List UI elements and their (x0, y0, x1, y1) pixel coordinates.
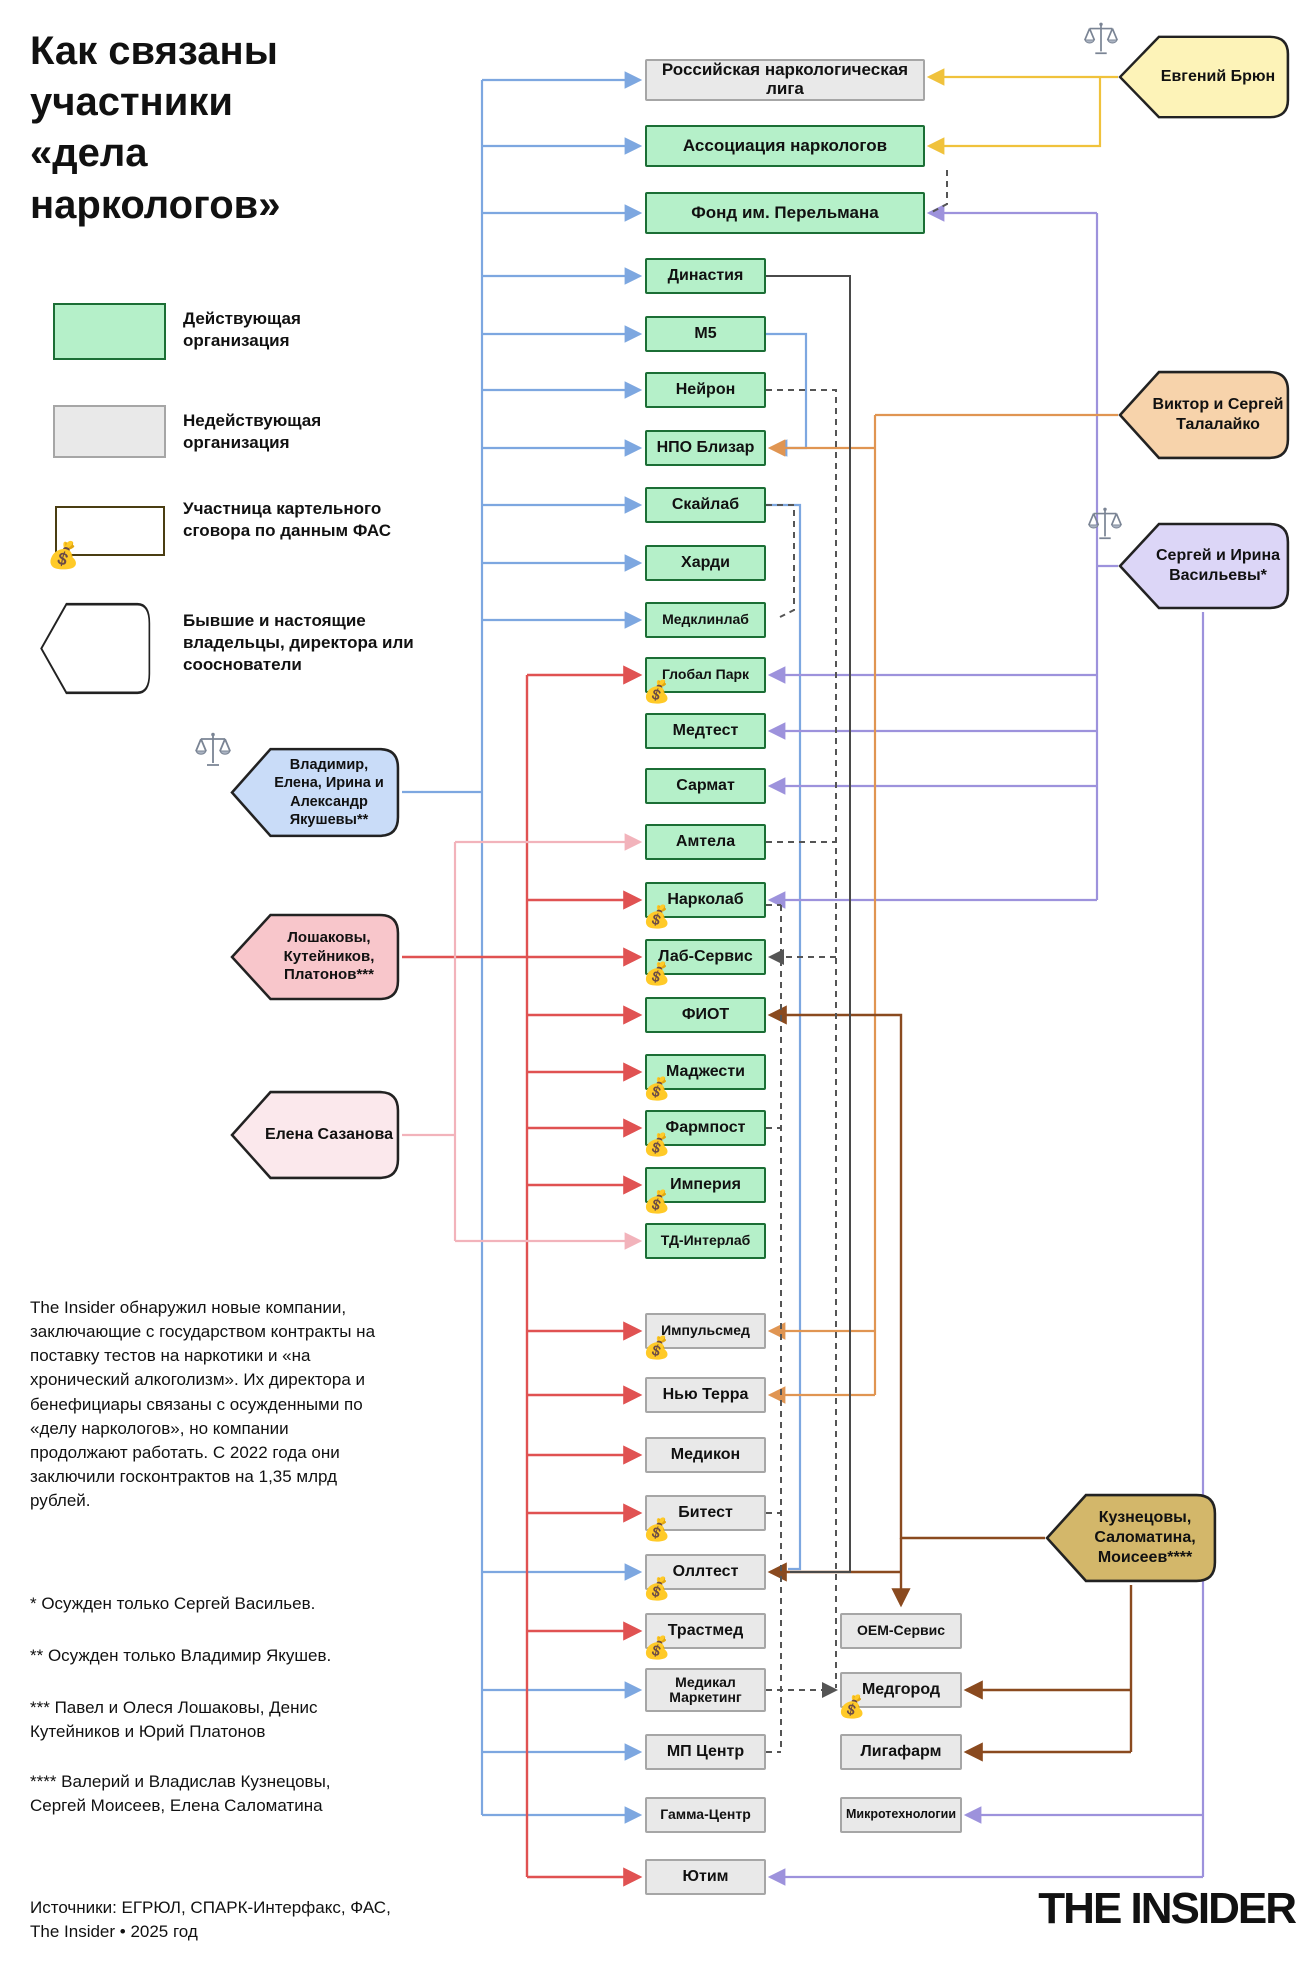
scales-icon (1082, 18, 1120, 60)
person-talalaiko-label: Виктор и Сергей Талалайко (1152, 396, 1284, 433)
legend-cartel-swatch (47, 506, 165, 570)
org-madzhesti: Маджести 💰 (645, 1054, 766, 1090)
legend-cartel-label: Участница картельного сговора по данным ФАС (183, 499, 392, 541)
org-mikroteh: Микротехнологии (840, 1797, 962, 1833)
money-bag-icon: 💰 (643, 961, 671, 986)
legend-active-label: Действующая организация (183, 309, 301, 351)
person-sazanova-label: Елена Сазанова (265, 1126, 393, 1143)
org-bitest: Битест 💰 (645, 1495, 766, 1531)
person-vasilyevy (1118, 520, 1292, 612)
legend-inactive-swatch (53, 405, 166, 458)
legend-owner-label: Бывшие и настоящие владельцы, директора или сооснователи (183, 611, 414, 675)
the-insider-logo: THE INSIDER (1038, 1884, 1295, 1933)
org-medklinlab: Медклинлаб (645, 602, 766, 638)
org-globalpark: Глобал Парк 💰 (645, 657, 766, 693)
person-yakushevy-label: Владимир, Елена, Ирина и Александр Якушевы** (274, 757, 384, 828)
person-bryun (1118, 33, 1292, 121)
org-blizar: НПО Близар (645, 430, 766, 466)
org-skylab: Скайлаб (645, 487, 766, 523)
org-narkolab: Нарколаб 💰 (645, 882, 766, 918)
legend-owner-shape (40, 600, 152, 697)
person-yakushevy (230, 745, 402, 840)
org-sarmat: Сармат (645, 768, 766, 804)
money-bag-icon: 💰 (643, 1576, 671, 1601)
money-bag-icon: 💰 (643, 1189, 671, 1214)
org-impulsmed: Импульсмед 💰 (645, 1313, 766, 1349)
footnote-3: *** Павел и Олеся Лошаковы, Денис Кутейников и Юрий Платонов (30, 1698, 318, 1742)
org-medikon: Медикон (645, 1437, 766, 1473)
org-m5: М5 (645, 316, 766, 352)
person-bryun-label: Евгений Брюн (1160, 68, 1276, 85)
org-fond: Фонд им. Перельмана (645, 192, 925, 234)
page-title: Как связаны участники «дела наркологов» (30, 29, 281, 227)
money-bag-icon: 💰 (643, 1132, 671, 1157)
person-loshakovy-label: Лошаковы, Кутейников, Платонов*** (283, 928, 375, 984)
org-trastmed: Трастмед 💰 (645, 1613, 766, 1649)
money-bag-icon: 💰 (47, 540, 80, 570)
org-yutim: Ютим (645, 1859, 766, 1895)
legend-inactive-label: Недействующая организация (183, 411, 322, 453)
org-medtest: Медтест (645, 713, 766, 749)
org-neiron: Нейрон (645, 372, 766, 408)
intro-paragraph: The Insider обнаружил новые компании, заключающие с государством контракты на поставку тестов на наркотики и «на хронический алкоголизм». Их директора и бенефициары связаны с осужденными по «делу наркологов», но компании продолжают работать. С 2022 года они заключили госконтрактов на 1,35 млрд рублей. (30, 1298, 376, 1510)
org-olltest: Оллтест 💰 (645, 1554, 766, 1590)
org-amtela: Амтела (645, 824, 766, 860)
org-imperia: Империя 💰 (645, 1167, 766, 1203)
org-ligafarm: Лигафарм (840, 1734, 962, 1770)
person-loshakovy (230, 911, 402, 1003)
footnote-1: * Осужден только Сергей Васильев. (30, 1594, 316, 1613)
money-bag-icon: 💰 (643, 1635, 671, 1660)
footnote-4: **** Валерий и Владислав Кузнецовы, Сергей Моисеев, Елена Саломатина (30, 1772, 331, 1816)
org-mpcentr: МП Центр (645, 1734, 766, 1770)
org-fiot: ФИОТ (645, 997, 766, 1033)
money-bag-icon: 💰 (643, 904, 671, 929)
money-bag-icon: 💰 (838, 1694, 866, 1719)
org-dinastia: Династия (645, 258, 766, 294)
money-bag-icon: 💰 (643, 1517, 671, 1542)
person-vasilyevy-label: Сергей и Ирина Васильевы* (1155, 547, 1281, 584)
money-bag-icon: 💰 (643, 1335, 671, 1360)
org-gammacentr: Гамма-Центр (645, 1797, 766, 1833)
sources-line: Источники: ЕГРЮЛ, СПАРК-Интерфакс, ФАС, The Insider • 2025 год (30, 1898, 391, 1942)
org-farmpost: Фармпост 💰 (645, 1110, 766, 1146)
org-newterra: Нью Терра (645, 1377, 766, 1413)
person-kuznetsovy (1045, 1491, 1219, 1585)
footnote-2: ** Осужден только Владимир Якушев. (30, 1646, 332, 1665)
person-kuznetsovy-label: Кузнецовы, Саломатина, Моисеев**** (1094, 1509, 1196, 1566)
legend-active-swatch (53, 303, 166, 360)
person-talalaiko (1118, 368, 1292, 462)
org-labservis: Лаб-Сервис 💰 (645, 939, 766, 975)
org-tdinterlab: ТД-Интерлаб (645, 1223, 766, 1259)
scales-icon (193, 728, 233, 772)
org-hardi: Харди (645, 545, 766, 581)
money-bag-icon: 💰 (643, 1076, 671, 1101)
org-rnl: Российская наркологическая лига (645, 59, 925, 101)
org-medgorod: Медгород 💰 (840, 1672, 962, 1708)
person-sazanova (230, 1088, 402, 1182)
org-assoc: Ассоциация наркологов (645, 125, 925, 167)
pentagon-outline-icon (40, 600, 152, 697)
org-oemservis: ОЕМ-Сервис (840, 1613, 962, 1649)
org-medmarketing: Медикал Маркетинг (645, 1668, 766, 1712)
money-bag-icon: 💰 (643, 679, 671, 704)
